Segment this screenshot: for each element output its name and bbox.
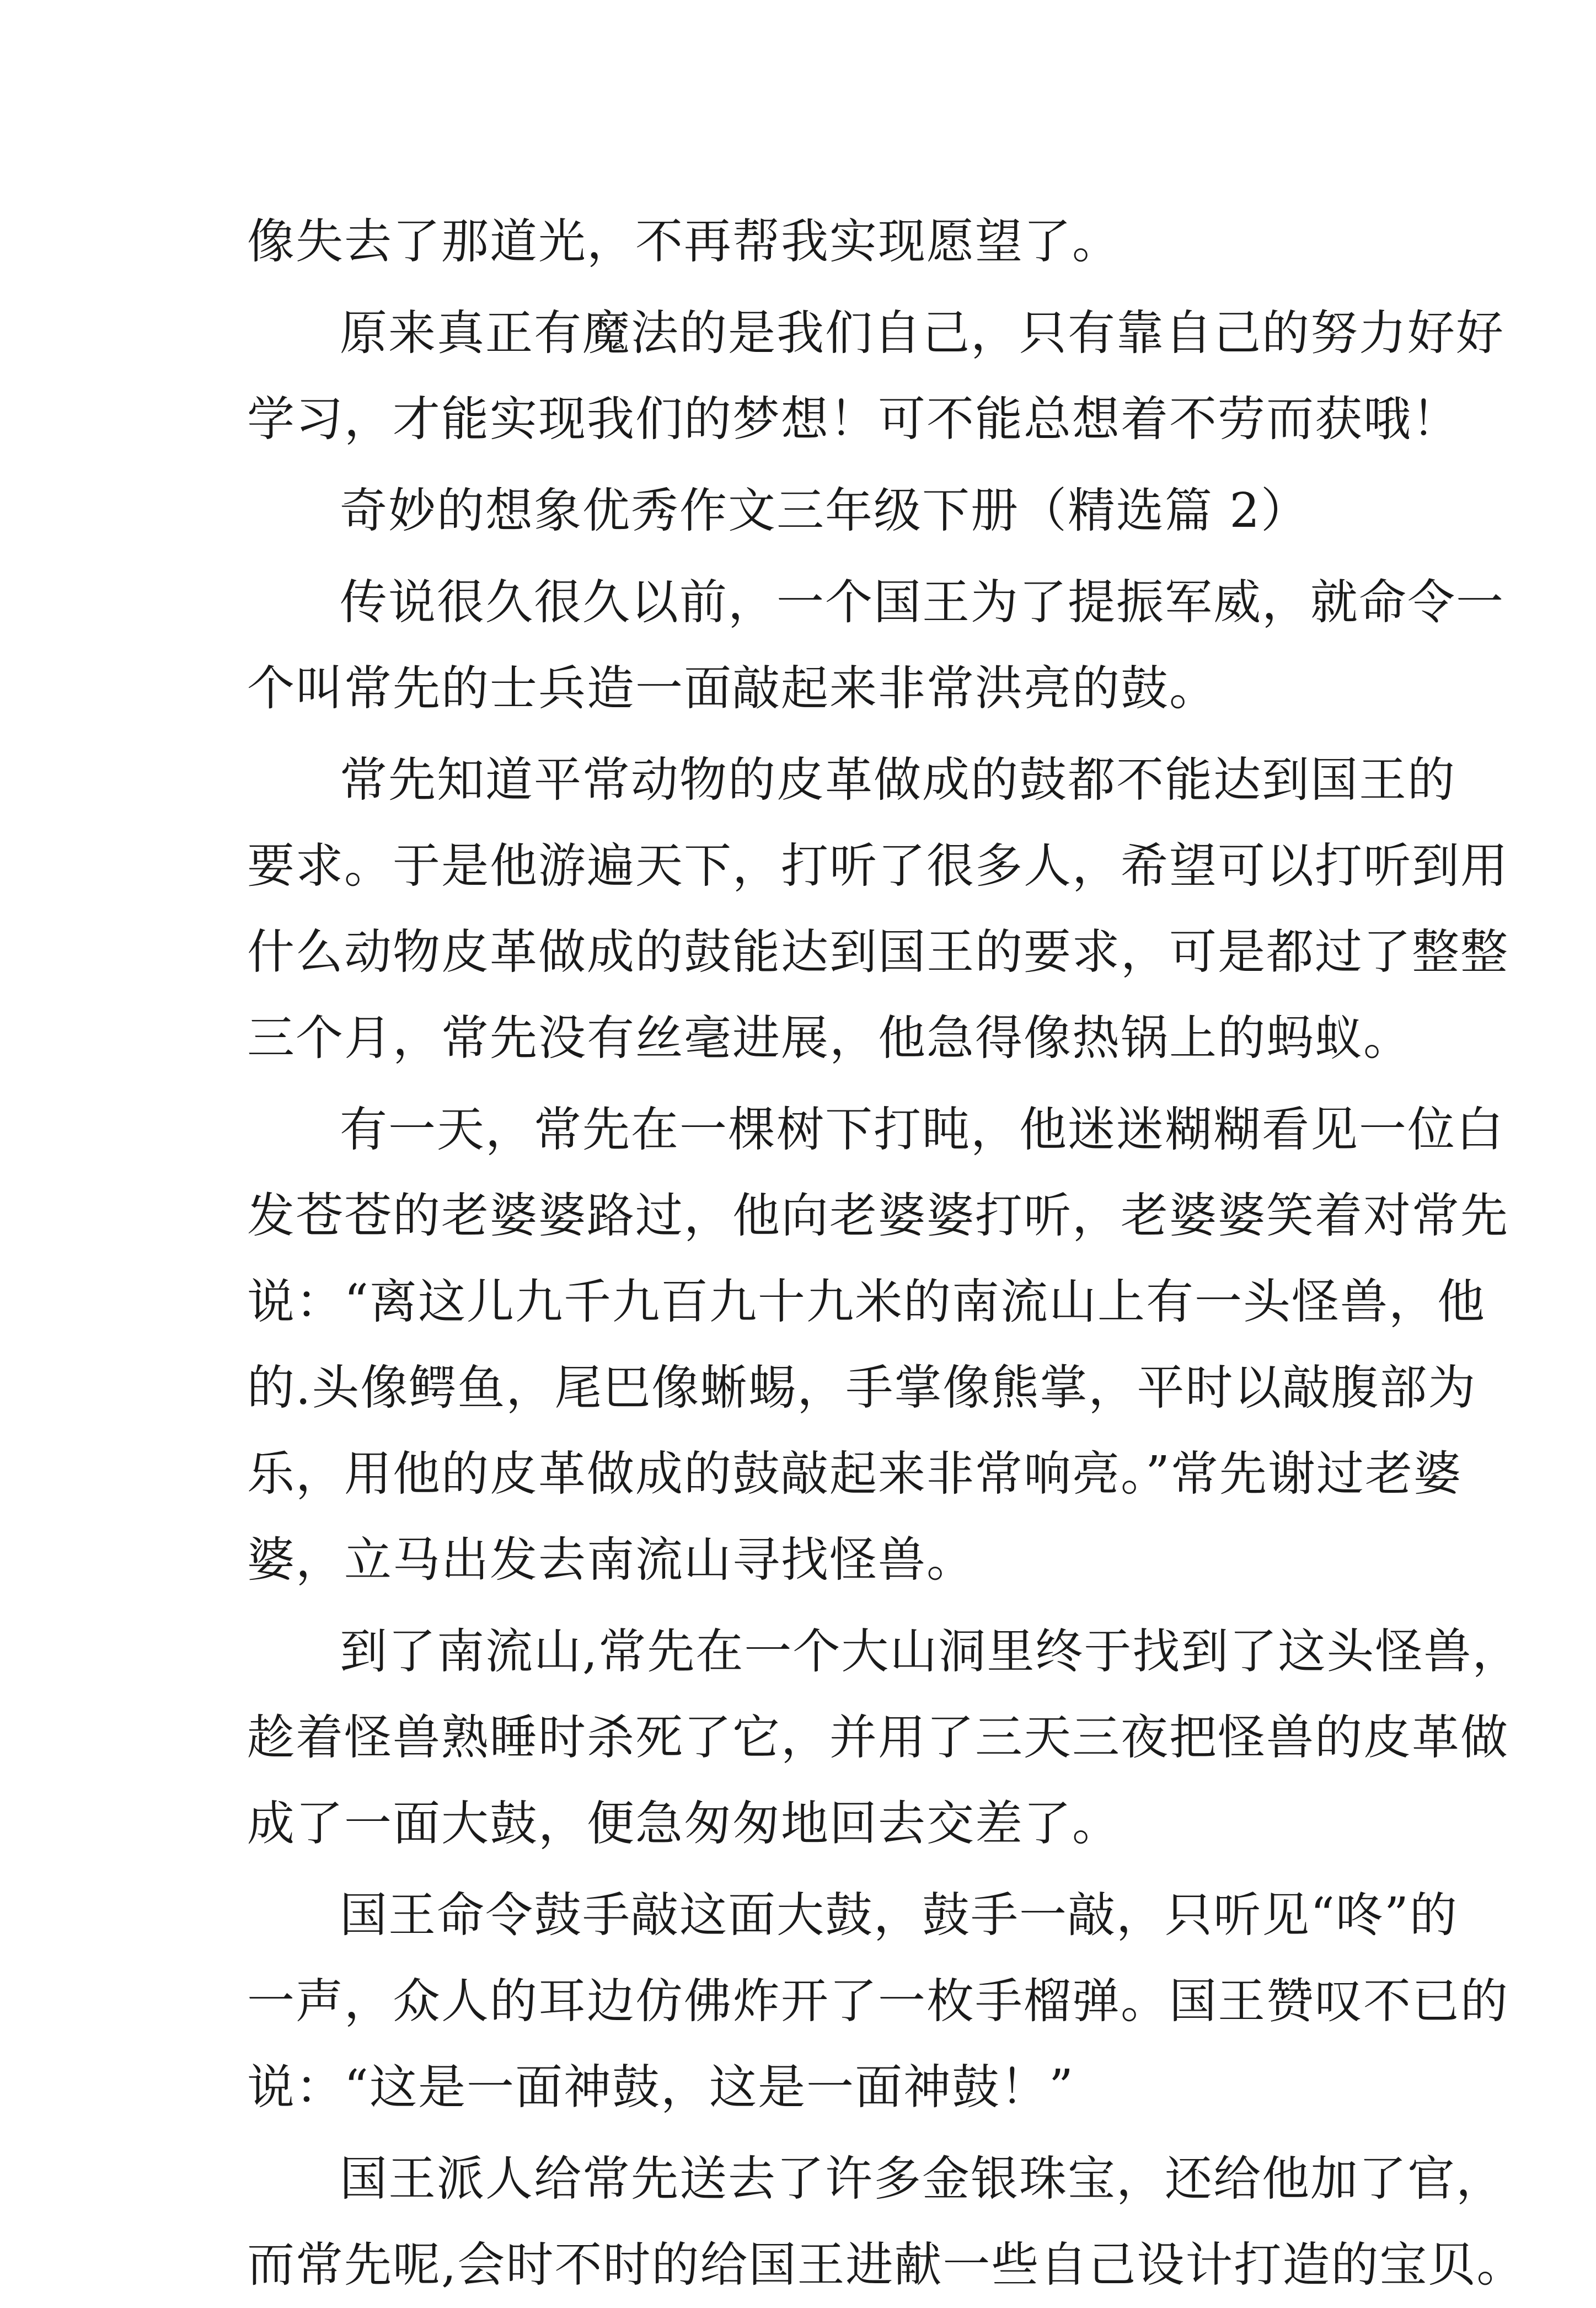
text-line: 国王命令鼓手敲这面大鼓，鼓手一敲，只听见“咚”的: [340, 1888, 1458, 1943]
text-line: 国王派人给常先送去了许多金银珠宝，还给他加了官，: [340, 2151, 1504, 2207]
text-line: 有一天，常先在一棵树下打盹，他迷迷糊糊看见一位白: [340, 1102, 1504, 1157]
text-line: 发苍苍的老婆婆路过，他向老婆婆打听，老婆婆笑着对常先: [247, 1188, 1509, 1243]
text-line: 原来真正有魔法的是我们自己，只有靠自己的努力好好: [340, 306, 1504, 361]
text-line: 成了一面大鼓，便急匆匆地回去交差了。: [247, 1796, 1121, 1851]
text-line: 什么动物皮革做成的鼓能达到国王的要求，可是都过了整整: [247, 925, 1509, 980]
text-line: 乐，用他的皮革做成的鼓敲起来非常响亮。”常先谢过老婆: [247, 1446, 1462, 1502]
text-line: 的.头像鳄鱼，尾巴像蜥蜴，手掌像熊掌，平时以敲腹部为: [247, 1360, 1477, 1415]
text-line: 传说很久很久以前，一个国王为了提振军威，就命令一: [340, 575, 1504, 630]
text-line: 到了南流山,常先在一个大山洞里终于找到了这头怪兽，: [340, 1624, 1521, 1679]
text-line: 一声，众人的耳边仿佛炸开了一枚手榴弹。国王赞叹不已的: [247, 1974, 1509, 2029]
document-body: [247, 199, 1525, 2308]
section-heading: 奇妙的想象优秀作文三年级下册（精选篇 2）: [340, 483, 1310, 538]
text-line: 像失去了那道光，不再帮我实现愿望了。: [247, 214, 1121, 269]
text-line: 而常先呢,会时不时的给国王进献一些自己设计打造的宝贝。: [247, 2237, 1525, 2293]
text-line: 个叫常先的士兵造一面敲起来非常洪亮的鼓。: [247, 661, 1218, 716]
text-line: 趁着怪兽熟睡时杀死了它，并用了三天三夜把怪兽的皮革做: [247, 1710, 1509, 1765]
text-line: 说：“这是一面神鼓，这是一面神鼓！”: [247, 2060, 1074, 2115]
text-line: 要求。于是他游遍天下，打听了很多人，希望可以打听到用: [247, 838, 1509, 894]
text-line: 三个月，常先没有丝毫进展，他急得像热锅上的蚂蚁。: [247, 1011, 1412, 1066]
text-line: 常先知道平常动物的皮革做成的鼓都不能达到国王的: [340, 752, 1456, 808]
text-line: 说：“离这儿九千九百九十九米的南流山上有一头怪兽，他: [247, 1274, 1486, 1329]
text-line: 学习，才能实现我们的梦想！可不能总想着不劳而获哦！: [247, 392, 1460, 447]
text-line: 婆，立马出发去南流山寻找怪兽。: [247, 1532, 975, 1588]
